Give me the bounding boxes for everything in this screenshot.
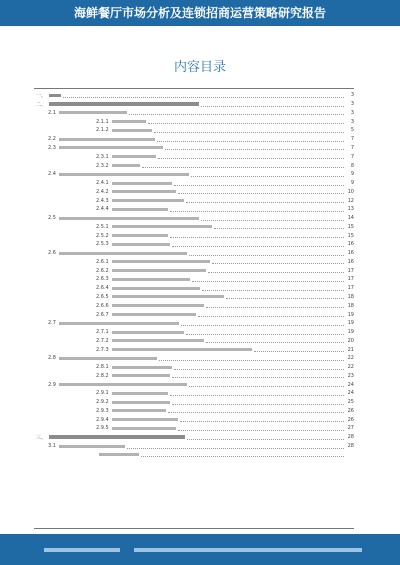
toc-entry-number: 2.9.2 xyxy=(96,399,109,406)
toc-entry-text-placeholder xyxy=(112,409,166,412)
toc-entry[interactable] xyxy=(34,187,354,196)
toc-page-number: 7 xyxy=(350,136,354,143)
toc-entry[interactable] xyxy=(34,372,354,381)
toc-entry-text-placeholder xyxy=(99,453,139,456)
toc-leader-dots xyxy=(148,119,344,124)
toc-page-number: 3 xyxy=(350,118,354,125)
toc-leader-dots xyxy=(174,181,344,186)
toc-page-number: 5 xyxy=(350,127,354,134)
toc-entry-text-placeholder xyxy=(59,357,157,360)
toc-page-number: 16 xyxy=(347,241,354,248)
toc-entry[interactable] xyxy=(34,196,354,205)
toc-entry[interactable] xyxy=(34,152,354,161)
toc-leader-dots xyxy=(206,338,344,343)
toc-leader-dots xyxy=(202,286,344,291)
toc-entry-text-placeholder xyxy=(112,190,176,193)
toc-leader-dots xyxy=(186,198,344,203)
toc-leader-dots xyxy=(254,347,344,352)
toc-leader-dots xyxy=(170,233,344,238)
toc-entry-text-placeholder xyxy=(112,313,196,316)
toc-entry-text-placeholder xyxy=(49,435,185,439)
toc-entry-text-placeholder xyxy=(59,252,187,255)
toc-entry-text-placeholder xyxy=(59,217,199,220)
toc-page-number: 3 xyxy=(350,101,354,108)
toc-leader-dots xyxy=(154,128,344,133)
toc-page-number: 22 xyxy=(347,364,354,371)
toc-page-number: 18 xyxy=(347,302,354,309)
toc-entry[interactable] xyxy=(34,354,354,363)
toc-entry-number: 2.9.5 xyxy=(96,425,109,432)
toc-entry-number: 2.4.2 xyxy=(96,188,109,195)
toc-entry-text-placeholder xyxy=(49,102,199,106)
toc-leader-dots xyxy=(172,373,344,378)
toc-entry[interactable] xyxy=(34,170,354,179)
toc-entry-number: 一、 xyxy=(36,92,47,99)
toc-entry-text-placeholder xyxy=(59,383,187,386)
toc-page-number: 22 xyxy=(347,355,354,362)
toc-entry-text-placeholder xyxy=(112,331,184,334)
toc-leader-dots xyxy=(189,251,344,256)
toc-page-number: 26 xyxy=(347,407,354,414)
toc-entry[interactable] xyxy=(34,240,354,249)
toc-entry[interactable] xyxy=(34,126,354,135)
toc-entry-text-placeholder xyxy=(112,225,212,228)
toc-leader-dots xyxy=(178,189,344,194)
toc-leader-dots xyxy=(63,93,344,98)
toc-entry-text-placeholder xyxy=(112,182,172,185)
toc-entry-text-placeholder xyxy=(59,146,163,149)
toc-entry-text-placeholder xyxy=(59,111,127,114)
toc-entry[interactable] xyxy=(34,380,354,389)
toc-entry[interactable] xyxy=(34,310,354,319)
toc-entry-text-placeholder xyxy=(112,234,168,237)
toc-entry-number: 2.6.4 xyxy=(96,285,109,292)
toc-entry-number: 2.9.1 xyxy=(96,390,109,397)
toc-entry-number: 2.7.2 xyxy=(96,337,109,344)
toc-entry-number: 2.4 xyxy=(48,171,56,178)
toc-entry[interactable] xyxy=(34,424,354,433)
toc-entry-number: 3.1 xyxy=(48,443,56,449)
toc-entry[interactable] xyxy=(34,301,354,310)
toc-leader-dots xyxy=(187,435,344,440)
toc-entry-text-placeholder xyxy=(59,173,189,176)
toc-entry-number: 2.4.1 xyxy=(96,180,109,187)
toc-entry[interactable] xyxy=(34,266,354,275)
toc-page-number: 28 xyxy=(347,434,354,441)
toc-entry[interactable] xyxy=(34,231,354,240)
toc-leader-dots xyxy=(214,224,344,229)
toc-leader-dots xyxy=(172,400,344,405)
toc-leader-dots xyxy=(129,110,344,115)
toc-entry-number: 2.1.2 xyxy=(96,127,109,134)
toc-entry-text-placeholder xyxy=(112,374,170,377)
toc-entry-number: 2.8 xyxy=(48,355,56,362)
toc-entry-number: 2.6.3 xyxy=(96,276,109,283)
toc-entry-text-placeholder xyxy=(112,199,184,202)
toc-leader-dots xyxy=(168,408,344,413)
toc-entry-text-placeholder xyxy=(59,322,179,325)
toc-page-number: 24 xyxy=(347,381,354,388)
toc-entry-number: 2.6.1 xyxy=(96,258,109,265)
toc-entry-number: 2.7.1 xyxy=(96,329,109,336)
toc-entry-text-placeholder xyxy=(112,269,206,272)
toc-entry[interactable] xyxy=(34,328,354,337)
toc-leader-dots xyxy=(186,330,344,335)
toc-page-number: 3 xyxy=(350,92,354,99)
toc-leader-dots xyxy=(212,259,344,264)
toc-page-number: 9 xyxy=(350,171,354,178)
toc-entry[interactable] xyxy=(34,161,354,170)
toc-leader-dots xyxy=(165,145,344,150)
toc-leader-dots xyxy=(172,242,344,247)
toc-page-number: 15 xyxy=(347,232,354,239)
toc-entry-number: 2.1 xyxy=(48,109,56,116)
footer-banner xyxy=(0,534,400,565)
toc-leader-dots xyxy=(226,294,344,299)
toc-leader-dots xyxy=(180,417,344,422)
toc-entry-number: 2.6.5 xyxy=(96,293,109,300)
toc-entry-number: 2.3.2 xyxy=(96,162,109,169)
toc-entry-text-placeholder xyxy=(112,208,168,211)
toc-entry-number: 2.1.1 xyxy=(96,118,109,125)
toc-entry-text-placeholder xyxy=(112,120,146,123)
toc-entry[interactable] xyxy=(34,100,354,109)
toc-page-number: 23 xyxy=(347,372,354,379)
toc-page-number: 7 xyxy=(350,153,354,160)
toc-entry-text-placeholder xyxy=(112,348,252,351)
toc-leader-dots xyxy=(178,426,344,431)
toc-leader-dots xyxy=(127,444,344,449)
toc-entry[interactable] xyxy=(34,275,354,284)
toc-page-number: 27 xyxy=(347,425,354,432)
toc-entry[interactable] xyxy=(34,415,354,424)
toc-entry-number: 2.5.2 xyxy=(96,232,109,239)
toc-entry-text-placeholder xyxy=(112,164,140,167)
toc-page-number: 19 xyxy=(347,320,354,327)
toc-entry-text-placeholder xyxy=(112,155,156,158)
toc-entry-number: 2.4.4 xyxy=(96,206,109,213)
toc-top-rule xyxy=(34,88,354,89)
toc-page-number: 17 xyxy=(347,285,354,292)
toc-entry[interactable] xyxy=(34,117,354,126)
toc-leader-dots xyxy=(181,321,344,326)
toc-entry-number: 2.4.3 xyxy=(96,197,109,204)
toc-page-number: 14 xyxy=(347,215,354,222)
toc-entry-text-placeholder xyxy=(112,129,152,132)
report-header-banner xyxy=(0,0,400,26)
toc-leader-dots xyxy=(206,303,344,308)
toc-entry[interactable] xyxy=(34,144,354,153)
toc-page-number: 24 xyxy=(347,390,354,397)
toc-entry[interactable] xyxy=(34,91,354,100)
toc-entry[interactable] xyxy=(34,258,354,267)
toc-entry-text-placeholder xyxy=(112,418,178,421)
toc-entry-text-placeholder xyxy=(112,243,170,246)
report-title: 海鲜餐厅市场分析及连锁招商运营策略研究报告 xyxy=(73,6,326,20)
toc-title: 内容目录 xyxy=(173,60,226,75)
toc-entry-text-placeholder xyxy=(112,304,204,307)
toc-entry-number: 2.8.1 xyxy=(96,364,109,371)
toc-entry-number: 2.6.2 xyxy=(96,267,109,274)
toc-leader-dots xyxy=(170,207,344,212)
toc-leader-dots xyxy=(208,268,344,273)
toc-leader-dots xyxy=(170,391,344,396)
toc-entry[interactable] xyxy=(34,450,354,459)
toc-page-number: 19 xyxy=(347,329,354,336)
toc-entry-number: 2.9.3 xyxy=(96,407,109,414)
toc-page-number: 20 xyxy=(347,337,354,344)
toc-page-number: 16 xyxy=(347,258,354,265)
toc-entry[interactable] xyxy=(34,179,354,188)
table-of-contents xyxy=(34,91,354,459)
toc-entry-text-placeholder xyxy=(112,295,224,298)
toc-leader-dots xyxy=(141,452,344,457)
toc-entry[interactable] xyxy=(34,398,354,407)
toc-entry-text-placeholder xyxy=(112,287,200,290)
toc-leader-dots xyxy=(157,137,344,142)
toc-entry-number: 2.3 xyxy=(48,144,56,151)
toc-entry-text-placeholder xyxy=(112,339,204,342)
toc-entry-number: 三、 xyxy=(36,434,47,441)
toc-entry-number: 2.2 xyxy=(48,136,56,143)
footer-left-text-placeholder xyxy=(44,548,120,552)
toc-page-number: 17 xyxy=(347,276,354,283)
toc-entry-text-placeholder xyxy=(112,392,168,395)
toc-entry-number: 2.7.3 xyxy=(96,346,109,353)
toc-leader-dots xyxy=(201,216,344,221)
toc-page-number: 7 xyxy=(350,144,354,151)
toc-entry[interactable] xyxy=(34,205,354,214)
toc-entry[interactable] xyxy=(34,389,354,398)
toc-entry[interactable] xyxy=(34,319,354,328)
toc-page-number: 26 xyxy=(347,416,354,423)
toc-entry-number: 2.3.1 xyxy=(96,153,109,160)
toc-entry-number: 2.9 xyxy=(48,381,56,388)
toc-page-number: 8 xyxy=(350,162,354,169)
toc-page-number: 25 xyxy=(347,399,354,406)
toc-entry-number: 2.5.1 xyxy=(96,223,109,230)
toc-entry[interactable] xyxy=(34,433,354,442)
toc-page-number: 13 xyxy=(347,206,354,213)
toc-entry-number: 2.6.7 xyxy=(96,311,109,318)
toc-page-number: 16 xyxy=(347,250,354,257)
toc-entry[interactable] xyxy=(34,336,354,345)
toc-entry-number: 2.9.4 xyxy=(96,416,109,423)
toc-page-number: 10 xyxy=(347,188,354,195)
toc-entry-text-placeholder xyxy=(112,366,172,369)
toc-page-number: 12 xyxy=(347,197,354,204)
toc-page-number: 3 xyxy=(350,109,354,116)
toc-leader-dots xyxy=(201,102,344,107)
toc-entry-number: 2.6.6 xyxy=(96,302,109,309)
footer-right-text-placeholder xyxy=(134,548,362,552)
toc-entry-text-placeholder xyxy=(112,427,176,430)
toc-entry-number: 2.7 xyxy=(48,320,56,327)
toc-bottom-rule xyxy=(34,528,354,529)
toc-entry[interactable] xyxy=(34,222,354,231)
toc-entry-text-placeholder xyxy=(112,260,210,263)
toc-entry-number: 2.5.3 xyxy=(96,241,109,248)
toc-page-number: 15 xyxy=(347,223,354,230)
toc-leader-dots xyxy=(158,154,344,159)
toc-entry[interactable] xyxy=(34,442,354,451)
toc-entry[interactable] xyxy=(34,407,354,416)
toc-page-number: 28 xyxy=(347,443,354,449)
toc-entry-number: 2.5 xyxy=(48,215,56,222)
toc-entry-number: 2.8.2 xyxy=(96,372,109,379)
toc-entry-text-placeholder xyxy=(49,94,61,98)
toc-leader-dots xyxy=(159,356,344,361)
toc-leader-dots xyxy=(189,382,344,387)
toc-entry[interactable] xyxy=(34,249,354,258)
toc-entry[interactable] xyxy=(34,135,354,144)
toc-leader-dots xyxy=(191,172,344,177)
toc-entry-text-placeholder xyxy=(59,445,125,448)
toc-entry-text-placeholder xyxy=(59,138,155,141)
toc-page-number: 17 xyxy=(347,267,354,274)
toc-entry-number: 2.6 xyxy=(48,250,56,257)
toc-entry-text-placeholder xyxy=(112,278,190,281)
toc-entry[interactable] xyxy=(34,284,354,293)
toc-page-number: 19 xyxy=(347,311,354,318)
toc-entry[interactable] xyxy=(34,109,354,118)
toc-page-number: 21 xyxy=(347,346,354,353)
toc-page-number: 18 xyxy=(347,293,354,300)
toc-page-number: 9 xyxy=(350,180,354,187)
toc-entry[interactable] xyxy=(34,293,354,302)
toc-leader-dots xyxy=(198,312,344,317)
toc-leader-dots xyxy=(174,365,344,370)
toc-entry-number: 二、 xyxy=(36,101,47,108)
toc-entry[interactable] xyxy=(34,214,354,223)
toc-leader-dots xyxy=(192,277,344,282)
toc-entry[interactable] xyxy=(34,363,354,372)
toc-leader-dots xyxy=(142,163,344,168)
toc-entry[interactable] xyxy=(34,345,354,354)
toc-entry-text-placeholder xyxy=(112,401,170,404)
